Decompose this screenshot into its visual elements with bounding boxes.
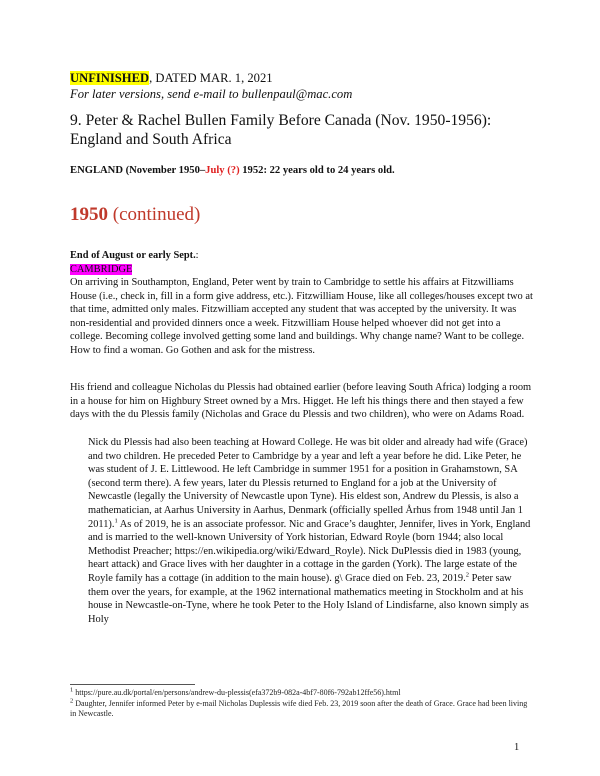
- chapter-title: 9. Peter & Rachel Bullen Family Before Canada (Nov. 1950-1956): England and South Africa: [70, 112, 492, 148]
- entry-date: End of August or early Sept.: [70, 250, 196, 261]
- footnote-2: $^2$ Daughter, Jennifer informed Peter by e-mail Nicholas Duplessis wife died Feb. 23, 2019 soon after the death of Grace. Grace had been living in Newcastle.: [70, 696, 528, 718]
- footnotes: [70, 688, 535, 720]
- footnote-ref-1: 1: [114, 517, 118, 525]
- year-number: 1950: [70, 204, 108, 225]
- date-text: , DATED MAR. 1, 2021: [149, 71, 273, 85]
- footnote-ref-2: 2: [465, 571, 469, 579]
- section-red-date: July (?): [205, 165, 240, 176]
- indented-part-2: As of 2019, he is an associate professor. Nic and Grace’s daughter, Jennifer, lives in York, England and is married to the well-known University of York historian, Edward Royle (born 1944; also local Methodist Preacher; https://en.wikipedia.org/wiki/Edward_Royle). Nick DuPlessis died in 1983 (young, heart attack) and Grace lives with her daughter in a cottage in the garden (York). The large estate of the Royle family has a cottage (in addition to the main house). g\ Grace died on Feb. 23, 2019.: [88, 518, 531, 584]
- section-suffix: 1952: 22 years old to 24 years old.: [239, 165, 395, 176]
- place-tag: CAMBRIDGE: [70, 263, 133, 275]
- footnote-1: $^1$ https://pure.au.dk/portal/en/persons/andrew-du-plessis(efa372b9-082a-4bf7-80f6-792ab12ffe56).html: [70, 686, 401, 697]
- document-header: [70, 70, 535, 102]
- paragraph-1: On arriving in Southampton, England, Peter went by train to Cambridge to settle his affairs at Fitzwilliams House (i.e., check in, fill in a form give address, etc.). Fitzwilliam House, like all colleges/houses except two at that time, admitted only males. Fitzwilliam accepted any student that was accepted by the university. It was non-residential and provided dinners once a week. Fitzwilliam House helped whoever did not get into a college. Becoming college involved getting some land and buildings. Why change name? Want to be college. How to find a woman. Go Gothen and ask for the mistress.: [70, 277, 533, 356]
- entry-label: [70, 249, 535, 276]
- footnote-divider: [70, 684, 195, 685]
- status-line: [70, 70, 535, 86]
- section-prefix: ENGLAND (November 1950–: [70, 165, 206, 176]
- year-heading: [70, 203, 535, 227]
- indented-paragraph: [88, 436, 535, 626]
- entry-colon: :: [195, 250, 199, 261]
- page-number: 1: [514, 742, 520, 753]
- section-heading: [70, 164, 535, 178]
- year-note: (continued): [108, 204, 201, 225]
- indented-part-3: Peter saw them over the years, for example, at the 1962 international mathematics meeting in Stockholm and at his house in Newcastle-on-Tyne, where he took Peter to the Holy Island of Lindisfarne, also known simply as Holy: [88, 572, 529, 625]
- indented-part-1: Nick du Plessis had also been teaching at Howard College. He was bit older and already had wife (Grace) and two children. He preceded Peter to Cambridge by a year and left a year before he did. Like Peter, he was student of J. E. Littlewood. He left Cambridge in summer 1951 for a position in Grahamstown, SA (second term there). A few years, later du Plessis returned to England for a job at the University of Newcastle (legally the University of Newcastle upon Tyne). His eldest son, Andrew du Plessis, is also a mathematician, at Aarhus University in Aarhus, Denmark (officially spelled Århus from 1948 until Jan 1 2011).: [88, 437, 528, 530]
- paragraph-2: His friend and colleague Nicholas du Plessis had obtained earlier (before leaving South Africa) lodging a room in a house for him on Highbury Street owned by a Mrs. Higget. He left his things there and then stayed a few days with the du Plessis family (Nicholas and Grace du Plessis and two children), who were on Adams Road.: [70, 382, 532, 421]
- unfinished-badge: UNFINISHED: [70, 71, 150, 85]
- contact-note: For later versions, send e-mail to bullenpaul@mac.com: [70, 87, 353, 101]
